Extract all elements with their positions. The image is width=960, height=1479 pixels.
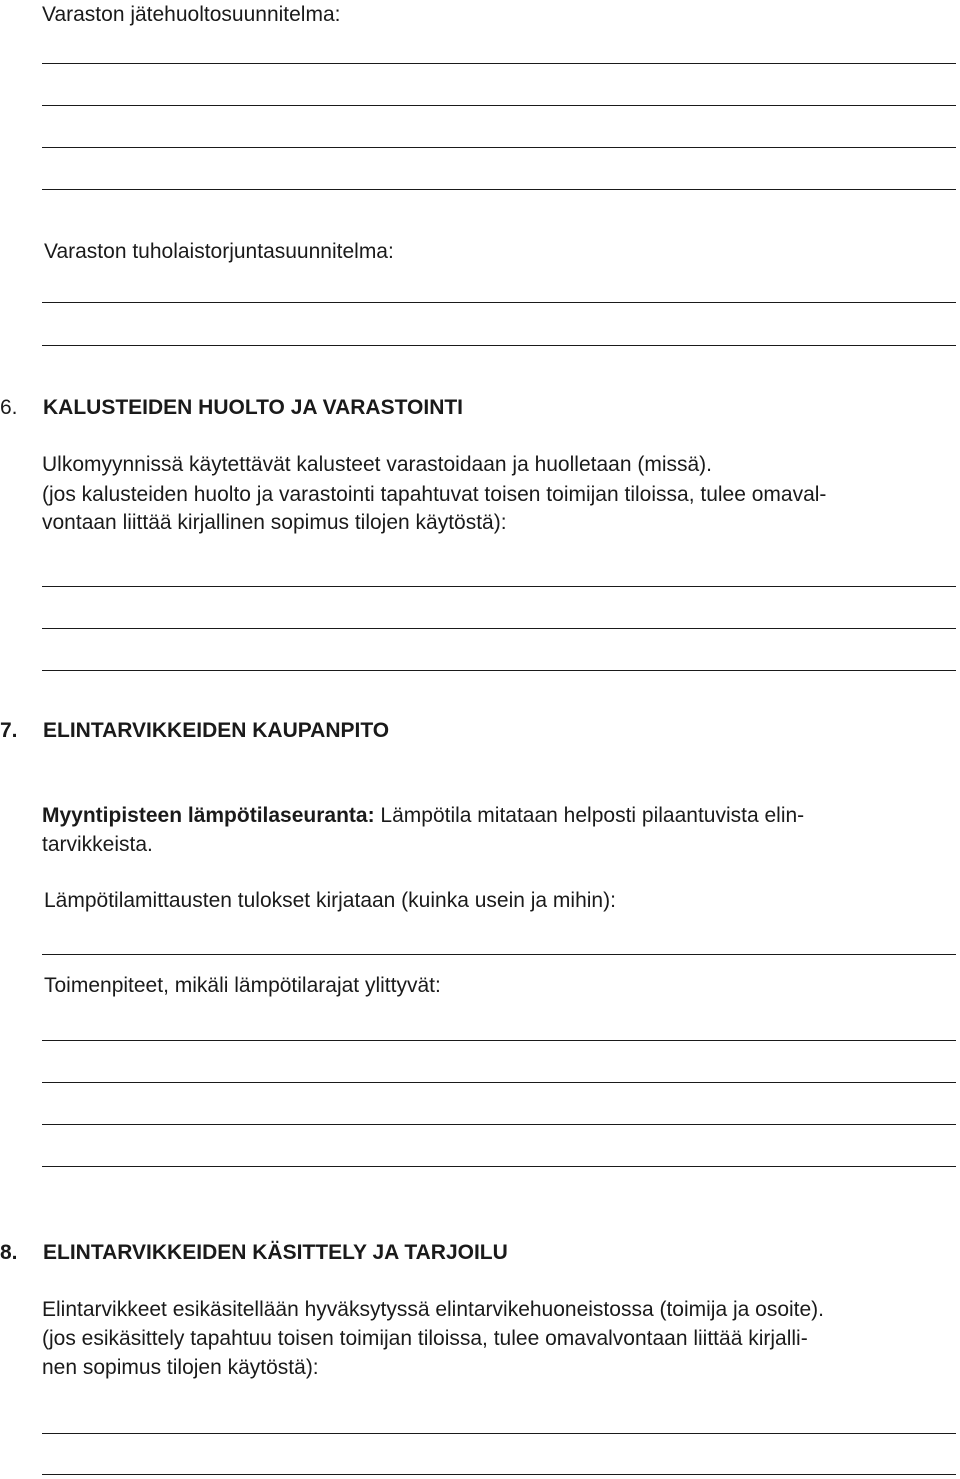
temperature-recording-write-line[interactable] [42,954,956,955]
temperature-recording-label: Lämpötilamittausten tulokset kirjataan (kuinka usein ja mihin): [44,889,616,912]
section-7-number: 7. [0,719,18,742]
temperature-actions-write-line-1[interactable] [42,1040,956,1041]
section-6-text-line-3: vontaan liittää kirjallinen sopimus tilojen käytöstä): [42,511,507,534]
section-6-write-line-1[interactable] [42,586,956,587]
section-8-text-line-2: (jos esikäsittely tapahtuu toisen toimijan tiloissa, tulee omavalvontaan liittää kirjalli- [42,1327,808,1350]
waste-plan-write-line-1[interactable] [42,63,956,64]
temperature-monitoring-text: Lämpötila mitataan helposti pilaantuvista elin- [374,804,805,827]
section-8-text-line-1: Elintarvikkeet esikäsitellään hyväksytyssä elintarvikehuoneistossa (toimija ja osoite). [42,1298,825,1321]
temperature-actions-write-line-2[interactable] [42,1082,956,1083]
section-8-heading: ELINTARVIKKEIDEN KÄSITTELY JA TARJOILU [43,1241,508,1264]
waste-plan-write-line-2[interactable] [42,105,956,106]
section-6-number: 6. [0,396,18,419]
waste-plan-label: Varaston jätehuoltosuunnitelma: [42,3,341,26]
section-6-text-line-2: (jos kalusteiden huolto ja varastointi tapahtuvat toisen toimijan tiloissa, tulee omaval- [42,483,827,506]
pest-plan-label: Varaston tuholaistorjuntasuunnitelma: [44,240,394,263]
temperature-actions-label: Toimenpiteet, mikäli lämpötilarajat ylittyvät: [44,974,441,997]
section-7-heading: ELINTARVIKKEIDEN KAUPANPITO [43,719,390,742]
section-8-write-line-1[interactable] [42,1433,956,1434]
waste-plan-write-line-3[interactable] [42,147,956,148]
temperature-monitoring-term: Myyntipisteen lämpötilaseuranta: [42,804,375,827]
pest-plan-write-line-2[interactable] [42,345,956,346]
section-6-write-line-2[interactable] [42,628,956,629]
pest-plan-write-line-1[interactable] [42,302,956,303]
temperature-actions-write-line-3[interactable] [42,1124,956,1125]
section-6-text-line-1: Ulkomyynnissä käytettävät kalusteet varastoidaan ja huolletaan (missä). [42,453,712,476]
section-6-heading: KALUSTEIDEN HUOLTO JA VARASTOINTI [43,396,464,419]
section-8-text-line-3: nen sopimus tilojen käytöstä): [42,1356,319,1379]
temperature-actions-write-line-4[interactable] [42,1166,956,1167]
temperature-monitoring-text-cont: tarvikkeista. [42,833,153,856]
temperature-monitoring-paragraph [42,801,804,830]
section-8-write-line-2[interactable] [42,1474,956,1475]
section-6-write-line-3[interactable] [42,670,956,671]
section-8-number: 8. [0,1241,18,1264]
waste-plan-write-line-4[interactable] [42,189,956,190]
